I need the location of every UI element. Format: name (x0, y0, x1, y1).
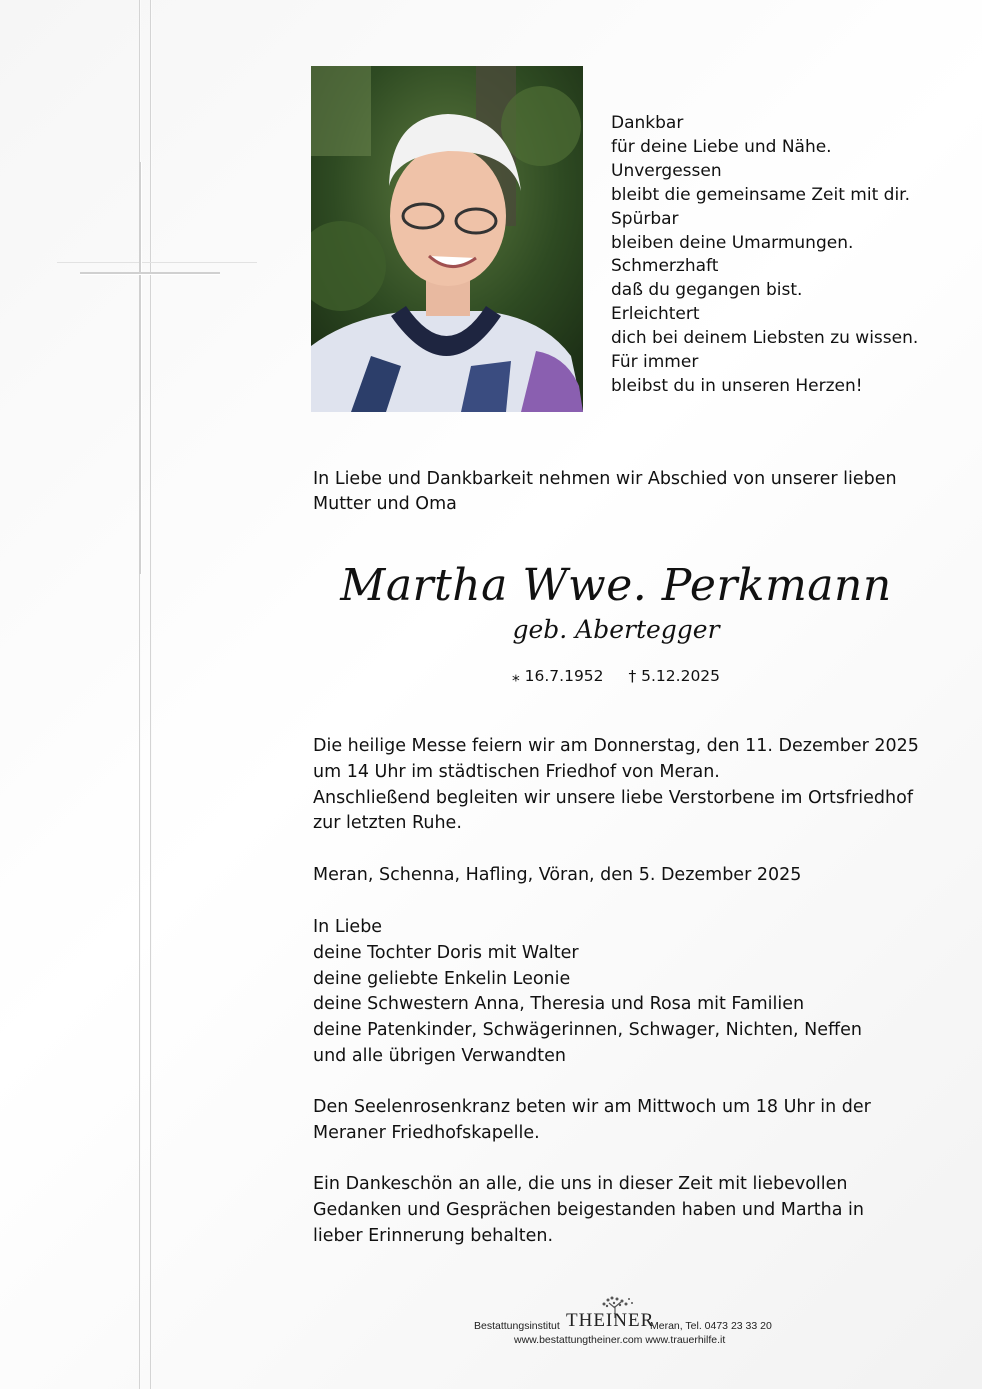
poem (611, 112, 951, 399)
thanks-line: Ein Dankeschön an alle, die uns in dieser Zeit mit liebevollen (313, 1174, 848, 1194)
thanks-text (313, 1172, 953, 1249)
place-date-line: Meran, Schenna, Hafling, Vöran, den 5. Dezember 2025 (313, 865, 802, 885)
mass-line: um 14 Uhr im städtischen Friedhof von Meran. (313, 761, 720, 782)
poem-line: Dankbar (611, 113, 684, 133)
portrait-illustration (311, 66, 583, 412)
thanks-line: lieber Erinnerung behalten. (313, 1225, 554, 1246)
contact-phone: Meran, Tel. 0473 23 33 20 (650, 1320, 772, 1332)
poem-line: daß du gegangen bist. (611, 280, 803, 301)
rosary-line: Den Seelenrosenkranz beten wir am Mittwoch um 18 Uhr in der (313, 1097, 871, 1117)
birth-date: ⁎ 16.7.1952 (511, 667, 604, 685)
decorative-line-horizontal (57, 262, 257, 263)
decorative-line-right (150, 0, 151, 1389)
poem-line: bleibt die gemeinsame Zeit mit dir. (611, 184, 910, 205)
mourner-line: deine geliebte Enkelin Leonie (313, 968, 571, 989)
mourner-line: deine Tochter Doris mit Walter (313, 942, 579, 963)
poem-line: Schmerzhaft (611, 256, 719, 277)
rosary-line: Meraner Friedhofskapelle. (313, 1122, 540, 1143)
deceased-name: Martha Wwe. Perkmann (340, 560, 892, 611)
poem-line: Für immer (611, 352, 699, 373)
portrait-photo (311, 66, 583, 412)
death-date: † 5.12.2025 (628, 667, 721, 685)
thanks-line: Gedanken und Gesprächen beigestanden haben und Martha in (313, 1199, 864, 1220)
website-links: www.bestattungtheiner.com www.trauerhilfe.it (514, 1334, 726, 1346)
poem-line: für deine Liebe und Nähe. (611, 136, 832, 157)
mass-info (313, 734, 953, 837)
poem-line: Spürbar (611, 208, 679, 229)
rosary-info (313, 1095, 953, 1147)
poem-line: bleibst du in unseren Herzen! (611, 375, 863, 396)
mourner-line: deine Patenkinder, Schwägerinnen, Schwager, Nichten, Neffen (313, 1020, 862, 1041)
mass-line: Die heilige Messe feiern wir am Donnerstag, den 11. Dezember 2025 (313, 736, 919, 756)
place-date (313, 863, 953, 889)
institute-label: Bestattungsinstitut (474, 1320, 560, 1332)
mourner-line: und alle übrigen Verwandten (313, 1045, 566, 1066)
mass-line: Anschließend begleiten wir unsere liebe Verstorbene im Ortsfriedhof (313, 787, 913, 808)
poem-line: dich bei deinem Liebsten zu wissen. (611, 328, 919, 349)
cross-icon (139, 162, 141, 574)
mourners (313, 915, 953, 1070)
intro-text: In Liebe und Dankbarkeit nehmen wir Abschied von unserer lieben Mutter und Oma (313, 469, 897, 514)
theiner-logo: THEINER (566, 1310, 655, 1331)
life-dates (300, 664, 932, 688)
mourner-line: In Liebe (313, 917, 383, 937)
birth-name: geb. Abertegger (512, 615, 720, 644)
mass-line: zur letzten Ruhe. (313, 813, 462, 834)
poem-line: bleiben deine Umarmungen. (611, 232, 854, 253)
cross-bar (80, 272, 220, 274)
mourner-line: deine Schwestern Anna, Theresia und Rosa mit Familien (313, 994, 805, 1015)
poem-line: Unvergessen (611, 160, 722, 181)
poem-line: Erleichtert (611, 304, 700, 325)
